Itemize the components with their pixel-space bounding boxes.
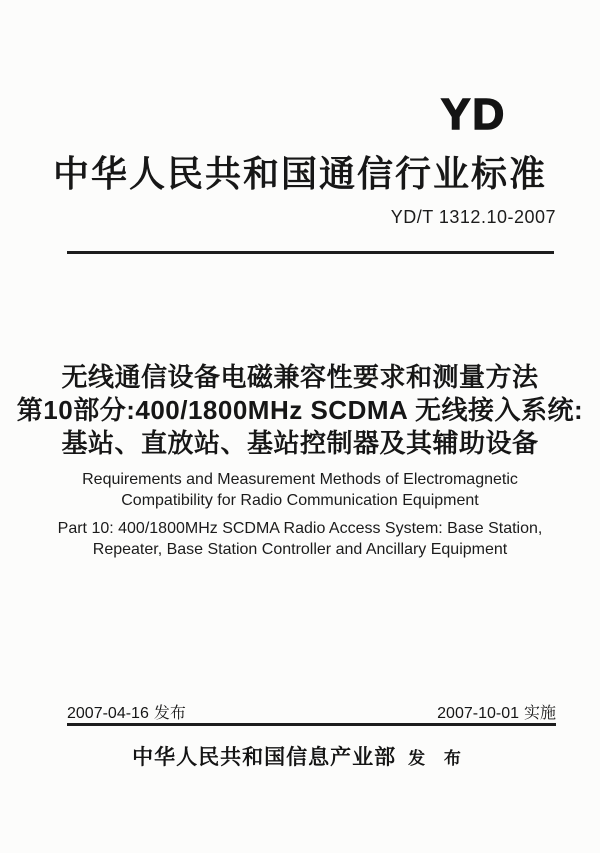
issue-date-label: 发布 (153, 705, 186, 722)
issue-date-group (67, 700, 186, 723)
chinese-title-block (0, 361, 600, 460)
chinese-title-line-2: 第10部分:400/1800MHz SCDMA 无线接入系统: (16, 395, 584, 425)
publisher-row (0, 741, 600, 771)
implement-date-label: 实施 (523, 705, 556, 722)
standard-number: YD/T 1312.10-2007 (390, 207, 556, 227)
yd-logo: YD (441, 90, 507, 139)
publisher-action-label: 发 布 (408, 749, 468, 768)
english-title-line-1: Requirements and Measurement Methods of Electromagnetic (82, 471, 518, 488)
implement-date-group (437, 700, 556, 723)
dates-row (67, 700, 556, 723)
english-title-line-2: Compatibility for Radio Communication Equipment (121, 492, 479, 509)
chinese-title-line-1: 无线通信设备电磁兼容性要求和测量方法 (61, 362, 539, 392)
publisher-name: 中华人民共和国信息产业部 (132, 745, 397, 769)
issue-date: 2007-04-16 (67, 705, 149, 722)
english-part-line-1: Part 10: 400/1800MHz SCDMA Radio Access System: Base Station, (57, 520, 543, 537)
english-title-block (0, 469, 600, 511)
page-title: 中华人民共和国通信行业标准 (52, 153, 547, 194)
chinese-title-line-3: 基站、直放站、基站控制器及其辅助设备 (61, 428, 539, 458)
footer-divider-line (67, 723, 556, 726)
header-divider-line (67, 251, 554, 254)
english-part-block (0, 518, 600, 560)
implement-date: 2007-10-01 (437, 705, 519, 722)
english-part-line-2: Repeater, Base Station Controller and Ancillary Equipment (92, 541, 508, 558)
